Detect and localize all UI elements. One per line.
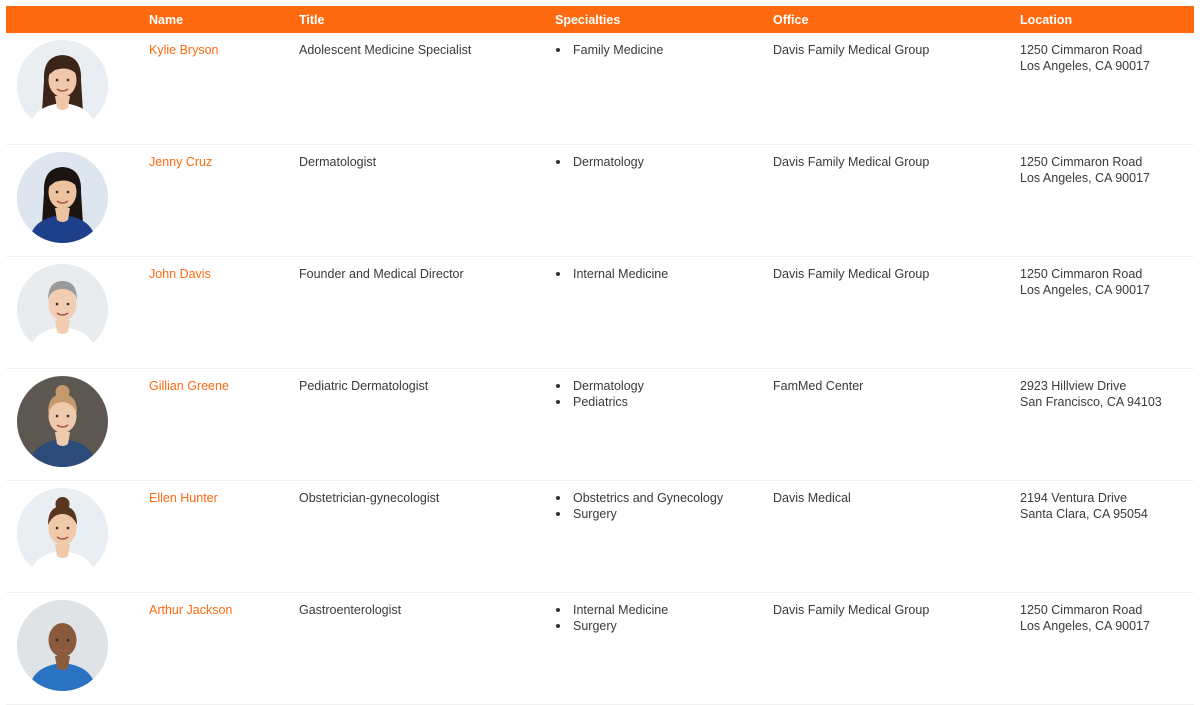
doctor-photo[interactable] xyxy=(17,152,108,243)
doctor-title: Obstetrician-gynecologist xyxy=(299,491,440,505)
doctor-photo[interactable] xyxy=(17,488,108,579)
specialties-cell xyxy=(555,42,663,58)
header-specialties[interactable]: Specialties xyxy=(555,13,621,27)
office-name: Davis Medical xyxy=(773,491,851,505)
table-body xyxy=(6,33,1194,705)
specialty-item: Dermatology xyxy=(555,154,644,170)
office-name: Davis Family Medical Group xyxy=(773,43,930,57)
doctor-photo[interactable] xyxy=(17,376,108,467)
specialty-item: Family Medicine xyxy=(555,42,663,58)
address-line-1: 2923 Hillview Drive xyxy=(1020,379,1127,393)
address-line-2: Los Angeles, CA 90017 xyxy=(1020,283,1150,297)
specialties-cell xyxy=(555,154,644,170)
location-address xyxy=(1020,42,1150,74)
specialty-item: Obstetrics and Gynecology xyxy=(555,490,723,506)
address-line-2: Los Angeles, CA 90017 xyxy=(1020,59,1150,73)
specialties-cell xyxy=(555,378,644,410)
address-line-1: 1250 Cimmaron Road xyxy=(1020,267,1143,281)
doctor-name-link[interactable]: Arthur Jackson xyxy=(149,603,233,617)
location-address xyxy=(1020,154,1150,186)
header-title[interactable]: Title xyxy=(299,13,325,27)
doctor-name-link[interactable]: Ellen Hunter xyxy=(149,491,218,505)
doctor-name-link[interactable]: Kylie Bryson xyxy=(149,43,219,57)
doctor-name-link[interactable]: John Davis xyxy=(149,267,211,281)
table-row xyxy=(6,33,1194,145)
address-line-1: 1250 Cimmaron Road xyxy=(1020,43,1143,57)
specialties-list xyxy=(555,154,644,170)
doctor-photo[interactable] xyxy=(17,600,108,691)
office-name: Davis Family Medical Group xyxy=(773,603,930,617)
specialty-item: Surgery xyxy=(555,618,668,634)
table-row xyxy=(6,257,1194,369)
address-line-1: 1250 Cimmaron Road xyxy=(1020,603,1143,617)
doctor-name-link[interactable]: Jenny Cruz xyxy=(149,155,213,169)
table-row xyxy=(6,593,1194,705)
address-line-1: 1250 Cimmaron Road xyxy=(1020,155,1143,169)
address-line-1: 2194 Ventura Drive xyxy=(1020,491,1128,505)
specialties-cell xyxy=(555,602,668,634)
doctor-directory-table xyxy=(6,6,1194,705)
office-name: FamMed Center xyxy=(773,379,864,393)
doctor-name-link[interactable]: Gillian Greene xyxy=(149,379,229,393)
table-row xyxy=(6,369,1194,481)
address-line-2: Los Angeles, CA 90017 xyxy=(1020,171,1150,185)
table-row xyxy=(6,145,1194,257)
table-header xyxy=(6,6,1194,33)
doctor-title: Founder and Medical Director xyxy=(299,267,464,281)
office-name: Davis Family Medical Group xyxy=(773,267,930,281)
specialties-list xyxy=(555,266,668,282)
address-line-2: Santa Clara, CA 95054 xyxy=(1020,507,1148,521)
doctor-title: Dermatologist xyxy=(299,155,377,169)
specialty-item: Internal Medicine xyxy=(555,602,668,618)
specialties-list xyxy=(555,490,723,522)
specialties-list xyxy=(555,602,668,634)
specialties-list xyxy=(555,42,663,58)
specialties-cell xyxy=(555,266,668,282)
specialties-list xyxy=(555,378,644,410)
header-location[interactable]: Location xyxy=(1020,13,1073,27)
address-line-2: Los Angeles, CA 90017 xyxy=(1020,619,1150,633)
address-line-2: San Francisco, CA 94103 xyxy=(1020,395,1162,409)
location-address xyxy=(1020,602,1150,634)
specialty-item: Pediatrics xyxy=(555,394,644,410)
doctor-title: Gastroenterologist xyxy=(299,603,402,617)
doctor-photo[interactable] xyxy=(17,264,108,355)
specialty-item: Internal Medicine xyxy=(555,266,668,282)
location-address xyxy=(1020,490,1148,522)
doctor-title: Pediatric Dermatologist xyxy=(299,379,429,393)
location-address xyxy=(1020,266,1150,298)
specialties-cell xyxy=(555,490,723,522)
specialty-item: Surgery xyxy=(555,506,723,522)
location-address xyxy=(1020,378,1162,410)
header-office[interactable]: Office xyxy=(773,13,809,27)
doctor-title: Adolescent Medicine Specialist xyxy=(299,43,472,57)
office-name: Davis Family Medical Group xyxy=(773,155,930,169)
header-name[interactable]: Name xyxy=(149,13,184,27)
table-row xyxy=(6,481,1194,593)
specialty-item: Dermatology xyxy=(555,378,644,394)
doctor-photo[interactable] xyxy=(17,40,108,131)
